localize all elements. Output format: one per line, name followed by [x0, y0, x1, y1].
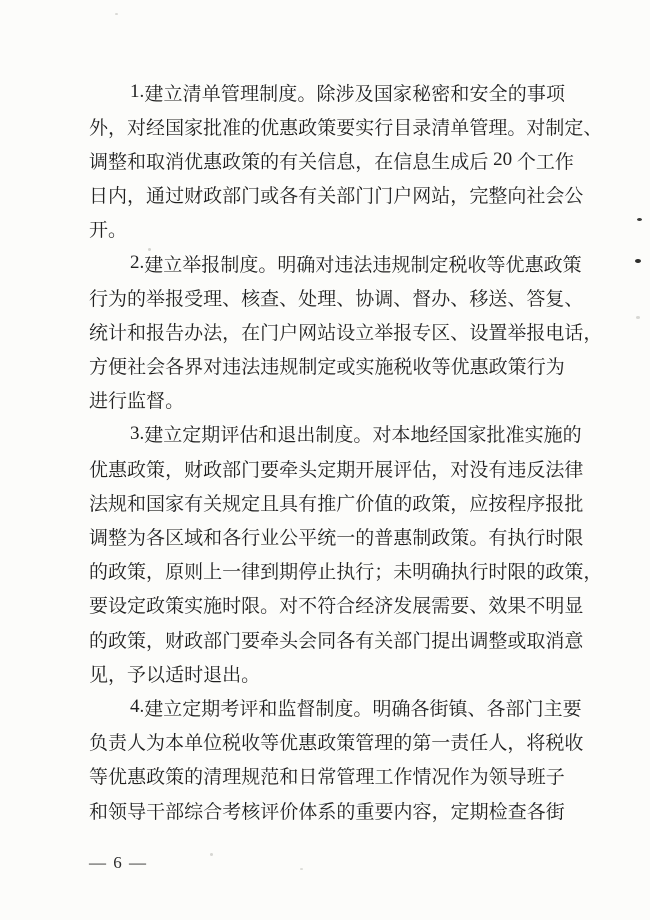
text-line: 调 整 为 各 区 域 和 各 行 业 公 平 统 一 的 普 惠 制 政 策 。 有 执 行 时 限	[89, 528, 584, 550]
text-line: 2. 建 立 举 报 制 度 。 明 确 对 违 法 违 规 制 定 税 收 等 优 惠 政 策	[130, 252, 582, 276]
text-line: 1. 建 立 清 单 管 理 制 度 。 除 涉 及 国 家 秘 密 和 安 全 的 事 项	[130, 81, 565, 105]
text-line: 行 为 的 举 报 受 理 、 核 查 、 处 理 、 协 调 、 督 办 、 移 送 、 答 复 、	[89, 288, 584, 310]
scan-speck	[636, 316, 640, 319]
text-line: 的 政 策 ， 原 则 上 一 律 到 期 停 止 执 行 ； 未 明 确 执 行 时 限 的 政 策 ，	[89, 562, 603, 584]
scan-speck	[148, 248, 151, 251]
text-line: 见 ， 予 以 适 时 退 出 。	[89, 664, 261, 686]
text-line: 进 行 监 督 。	[89, 391, 185, 413]
text-line: 法 规 和 国 家 有 关 规 定 且 具 有 推 广 价 值 的 政 策 ， 应 按 程 序 报 批	[89, 493, 584, 515]
text-line: 要 设 定 政 策 实 施 时 限 。 对 不 符 合 经 济 发 展 需 要 、 效 果 不 明 显	[89, 596, 584, 618]
text-line: 的 政 策 ， 财 政 部 门 要 牵 头 会 同 各 有 关 部 门 提 出 调 整 或 取 消 意	[89, 630, 584, 652]
text-line: 等 优 惠 政 策 的 清 理 规 范 和 日 常 管 理 工 作 情 况 作 为 领 导 班 子	[89, 767, 565, 789]
scan-speck	[210, 853, 213, 856]
text-line: 4. 建 立 定 期 考 评 和 监 督 制 度 。 明 确 各 街 镇 、 各 部 门 主 要	[130, 696, 582, 720]
text-line: 日 内 ， 通 过 财 政 部 门 或 各 有 关 部 门 门 户 网 站 ， 完 整 向 社 会 公	[89, 186, 584, 208]
scan-speck	[635, 259, 641, 263]
scan-speck	[637, 218, 642, 221]
text-line: 和 领 导 干 部 综 合 考 核 评 价 体 系 的 重 要 内 容 ， 定 期 检 查 各 街	[89, 801, 565, 823]
text-line: 优 惠 政 策 ， 财 政 部 门 要 牵 头 定 期 开 展 评 估 ， 对 没 有 违 反 法 律	[89, 459, 584, 481]
text-line: 统 计 和 报 告 办 法 ， 在 门 户 网 站 设 立 举 报 专 区 、 设 置 举 报 电 话 ，	[89, 322, 603, 344]
text-line: 3. 建 立 定 期 评 估 和 退 出 制 度 。 对 本 地 经 国 家 批 准 实 施 的	[130, 422, 582, 447]
text-line: 调 整 和 取 消 优 惠 政 策 的 有 关 信 息 ， 在 信 息 生 成 后 20 个 工 作	[89, 149, 574, 173]
scan-speck	[300, 868, 303, 870]
document-body	[89, 75, 603, 827]
text-line: 外 ， 对 经 国 家 批 准 的 优 惠 政 策 要 实 行 目 录 清 单 管 理 。 对 制 定 、	[89, 117, 603, 139]
text-line: 开 。	[89, 220, 128, 242]
text-line: 方 便 社 会 各 界 对 违 法 违 规 制 定 或 实 施 税 收 等 优 惠 政 策 行 为	[89, 357, 565, 379]
page-number: — 6 —	[89, 853, 148, 872]
text-line: 负 责 人 为 本 单 位 税 收 等 优 惠 政 策 管 理 的 第 一 责 任 人 ， 将 税 收	[89, 733, 584, 755]
scan-speck	[115, 13, 118, 15]
